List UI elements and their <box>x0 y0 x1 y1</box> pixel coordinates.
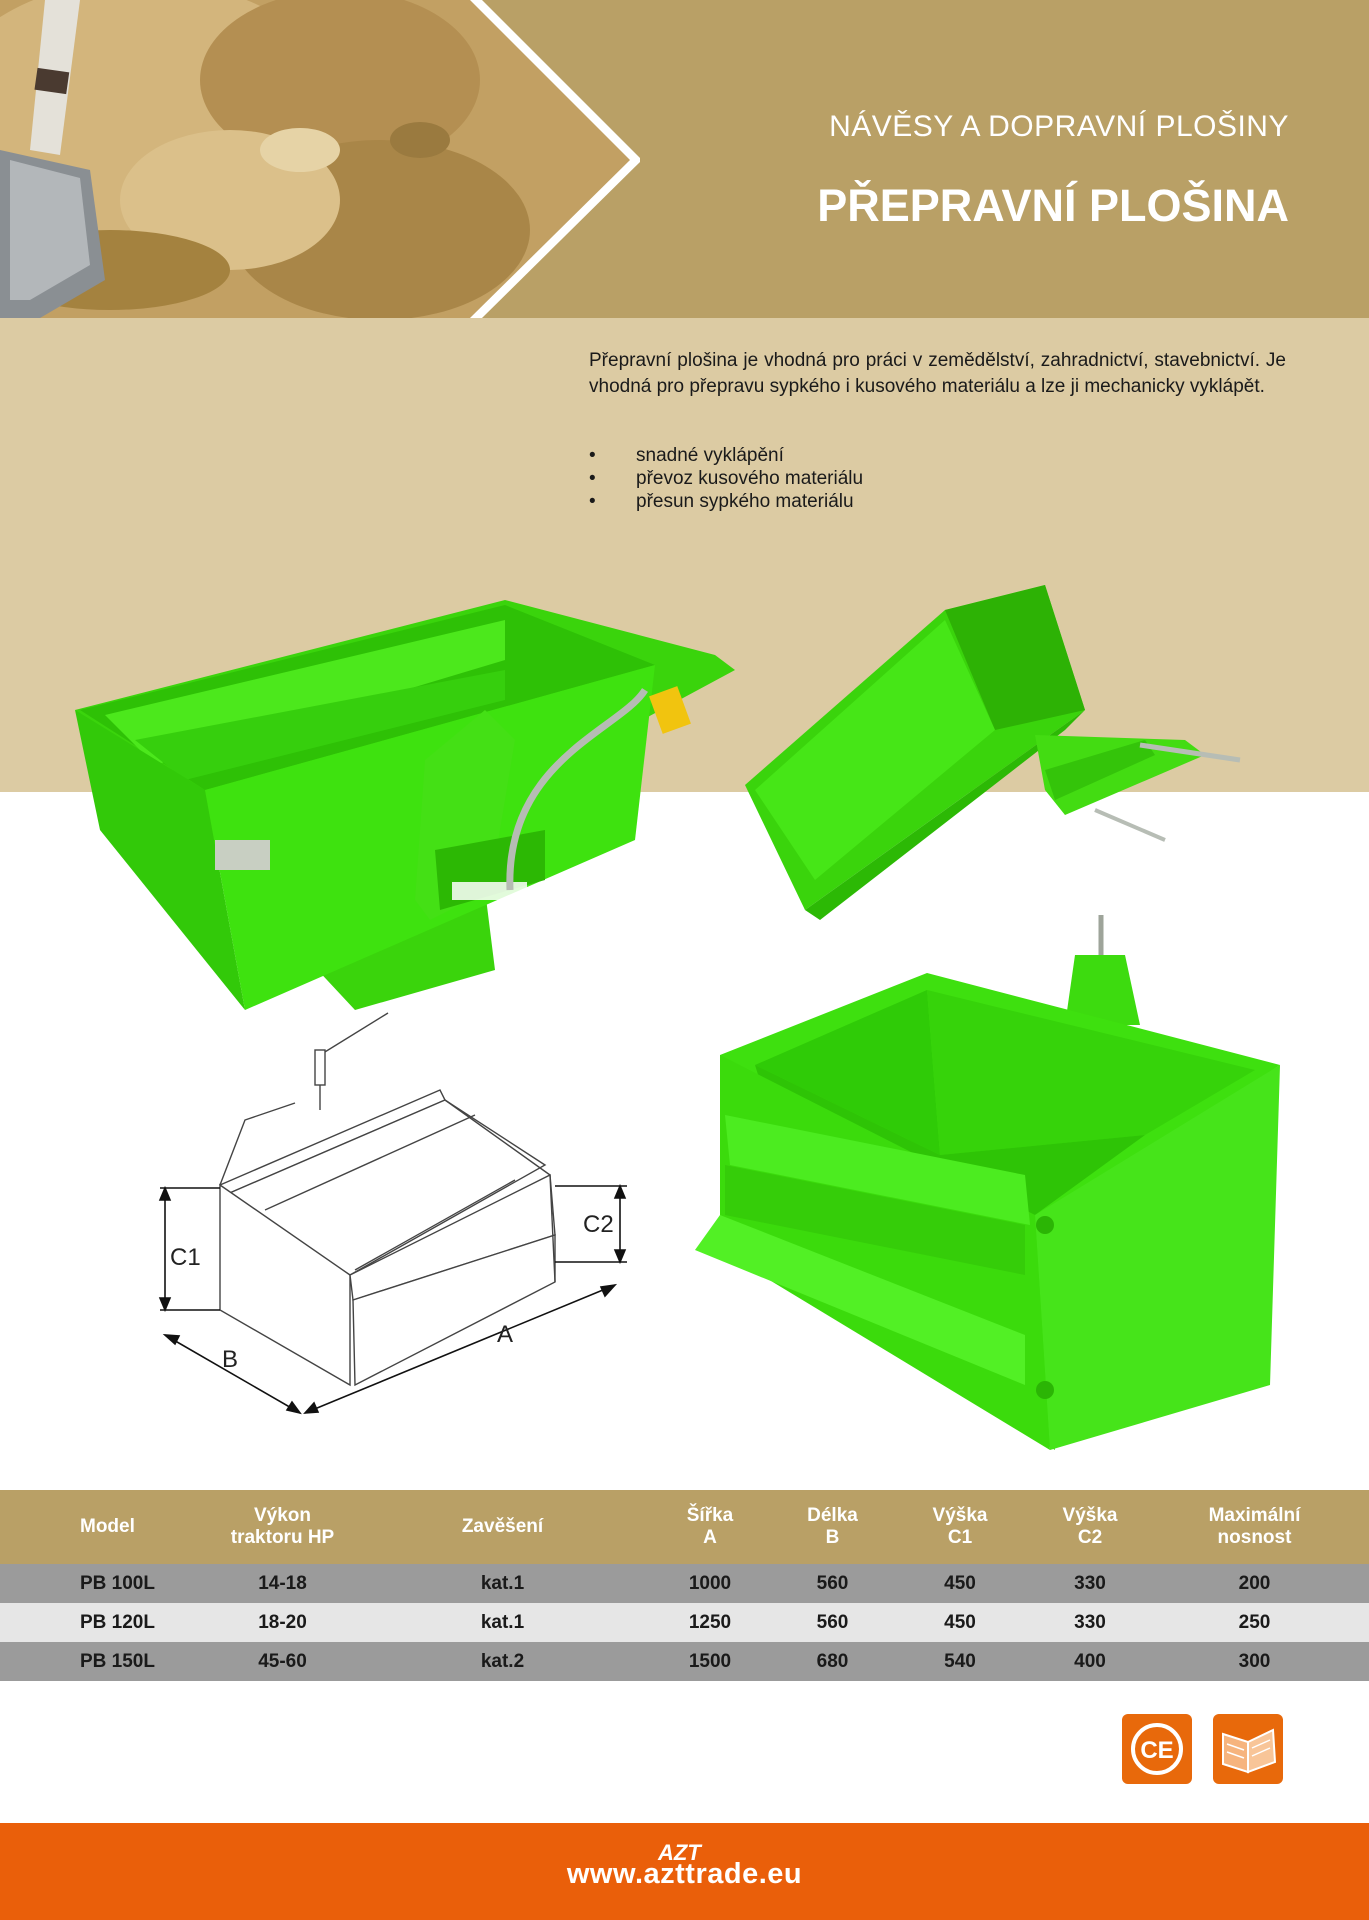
cell-height-c1: 450 <box>880 1564 1040 1603</box>
header-height-c1: Výška C1 <box>880 1490 1040 1564</box>
open-book-icon <box>1213 1714 1283 1784</box>
table-header-row <box>0 1490 1369 1564</box>
azt-logo-text: AZT <box>658 1840 701 1864</box>
specs-table <box>0 1490 1369 1681</box>
feature-item: • převoz kusového materiálu <box>589 467 863 490</box>
header-length: Délka B <box>785 1490 880 1564</box>
transport-box-photo-tipped <box>745 580 1245 920</box>
category-title: NÁVĚSY A DOPRAVNÍ PLOŠINY <box>829 110 1289 143</box>
table-row <box>0 1603 1369 1642</box>
header-height-c2: Výška C2 <box>1040 1490 1140 1564</box>
cell-hitch: kat.2 <box>370 1642 635 1681</box>
cell-height-c2: 330 <box>1040 1603 1140 1642</box>
header-power: Výkon traktoru HP <box>195 1490 370 1564</box>
cell-model: PB 100L <box>0 1564 195 1603</box>
header-model: Model <box>0 1490 195 1564</box>
label-b: B <box>222 1346 239 1373</box>
ce-mark-text: CE <box>1140 1737 1174 1764</box>
cell-height-c1: 450 <box>880 1603 1040 1642</box>
product-description: Přepravní plošina je vhodná pro práci v zemědělství, zahradnictví, stavebnictví. Je vhodná pro přepravu sypkého i kusového materiálu a lze ji mechanicky vyklápět. <box>589 350 1286 397</box>
dimension-diagram <box>155 1010 635 1440</box>
feature-item: • přesun sypkého materiálu <box>589 490 863 513</box>
cell-height-c2: 400 <box>1040 1642 1140 1681</box>
feature-item: • snadné vyklápění <box>589 444 863 467</box>
label-a: A <box>497 1321 514 1348</box>
cell-power: 45-60 <box>195 1642 370 1681</box>
cell-width: 1000 <box>635 1564 785 1603</box>
cell-hitch: kat.1 <box>370 1603 635 1642</box>
label-c2: C2 <box>583 1211 614 1238</box>
cell-length: 560 <box>785 1603 880 1642</box>
cell-hitch: kat.1 <box>370 1564 635 1603</box>
transport-box-photo-front <box>75 590 755 1020</box>
cell-model: PB 150L <box>0 1642 195 1681</box>
cell-width: 1250 <box>635 1603 785 1642</box>
cell-height-c1: 540 <box>880 1642 1040 1681</box>
cell-length: 680 <box>785 1642 880 1681</box>
cell-power: 18-20 <box>195 1603 370 1642</box>
website-url: www.azttrade.eu <box>566 1858 803 1890</box>
feature-list <box>589 444 863 513</box>
header-width: Šířka A <box>635 1490 785 1564</box>
sand-shovel-photo <box>0 0 640 318</box>
cell-max-load: 200 <box>1140 1564 1369 1603</box>
ce-badge <box>1122 1714 1192 1784</box>
cell-power: 14-18 <box>195 1564 370 1603</box>
label-c1: C1 <box>170 1244 201 1271</box>
cell-max-load: 300 <box>1140 1642 1369 1681</box>
product-title: PŘEPRAVNÍ PLOŠINA <box>817 180 1289 231</box>
cell-model: PB 120L <box>0 1603 195 1642</box>
table-row <box>0 1564 1369 1603</box>
header-hitch: Zavěšení <box>370 1490 635 1564</box>
header-max-load: Maximální nosnost <box>1140 1490 1369 1564</box>
ce-mark-icon <box>1122 1714 1192 1784</box>
transport-box-photo-rear <box>695 915 1285 1455</box>
cell-height-c2: 330 <box>1040 1564 1140 1603</box>
table-row <box>0 1642 1369 1681</box>
cell-width: 1500 <box>635 1642 785 1681</box>
cell-length: 560 <box>785 1564 880 1603</box>
manual-badge <box>1213 1714 1283 1784</box>
cell-max-load: 250 <box>1140 1603 1369 1642</box>
